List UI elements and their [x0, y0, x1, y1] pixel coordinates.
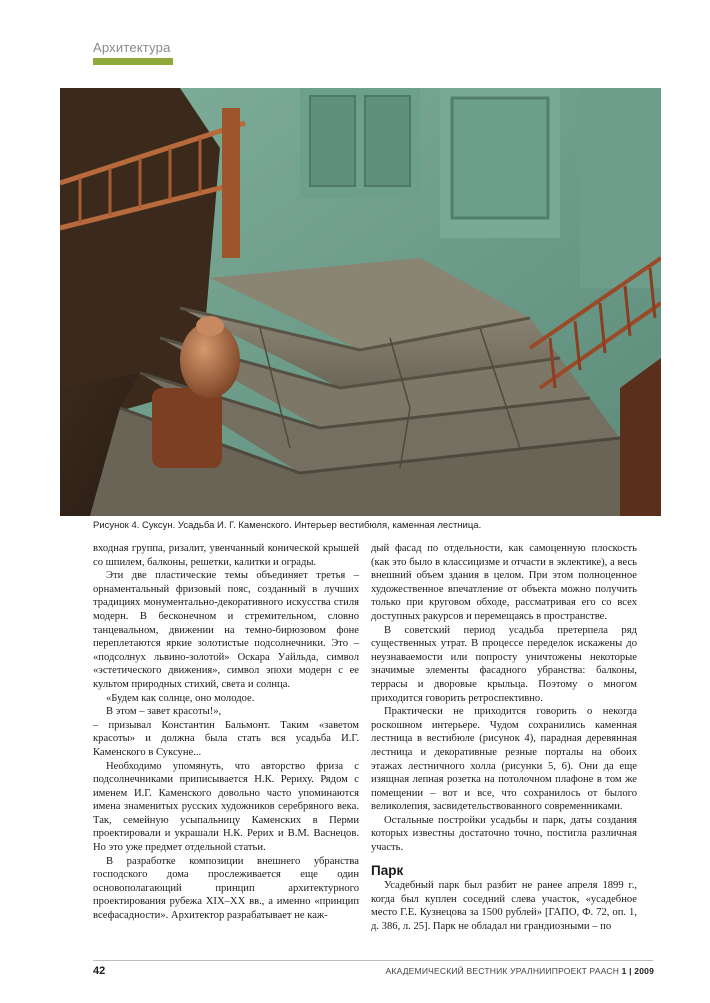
paragraph: – призывал Константин Бальмонт. Таким «заветом красоты» и должна была стать вся усадьба И.Г. Каменского в Суксуне... [93, 719, 359, 758]
footer-divider [93, 960, 653, 961]
section-accent-bar [93, 58, 173, 65]
staircase-photo [60, 88, 661, 516]
figure-caption: Рисунок 4. Суксун. Усадьба И. Г. Каменского. Интерьер вестибюля, каменная лестница. [93, 520, 482, 531]
text-column-right [371, 542, 637, 934]
section-header: Архитектура [93, 40, 171, 55]
paragraph: дый фасад по отдельности, как самоценную плоскость (как это было в классицизме и отчасти в эклектике), а весь внешний объем здания в целом. При этом полноценное художественное впечатление от объекта можно получить только при круговом обходе, рассматривая его со всех доступных ракурсов и перемещаясь в пространстве. [371, 543, 637, 622]
issue-number: 1 | 2009 [621, 966, 654, 976]
paragraph: В разработке композиции внешнего убранства господского дома прослеживается еще один основополагающий принцип архитектурного проектирования рубежа XIX–XX вв., а именно «принцип всефасадности». Архитектор разрабатывает не каж- [93, 855, 359, 922]
paragraph: входная группа, ризалит, увенчанный конической крышей со шпилем, балконы, решетки, калитки и ограды. [93, 543, 359, 568]
paragraph: Усадебный парк был разбит не ранее апреля 1899 г., когда был куплен соседний слева участок, «усадебное место Г.Е. Кузнецова за 1500 рублей» [ГАПО, Ф. 72, оп. 1, д. 386, л. 25]. Парк не обладал ни грандиозными – по [371, 880, 637, 933]
paragraph: Остальные постройки усадьбы и парк, даты создания которых известны достаточно точно, постигла различная участь. [371, 814, 637, 854]
poem-line: «Будем как солнце, оно молодое. [106, 692, 255, 704]
footer-journal [386, 966, 654, 976]
paragraph: В советский период усадьба претерпела ряд существенных утрат. В процессе переделок искажены до неузнаваемости или попросту уничтожены некоторые значимые элементы фасадного убранства: балконы, террасы и дворовые крыльца. Поэтому о многом приходится говорить ретроспективно. [371, 624, 637, 704]
paragraph: Необходимо упомянуть, что авторство фриза с подсолнечниками приписывается Н.К. Рериху. Рядом с именем И.Г. Каменского довольно часто упоминаются имена знаменитых русских художников серебряного века. Так, семейную усыпальницу Каменских в Перми проектировали и украшали Н.К. Рерих и В.М. Васнецов. Но это уже предмет отдельной статьи. [93, 760, 359, 854]
paragraph: Практически не приходится говорить о некогда роскошном интерьере. Чудом сохранились каменная лестница в вестибюле (рисунок 4), парадная деревянная лестница и декоративные резные порталы на обоих этажах лестничного холла (рисунки 5, 6). Они да еще изящная лепная розетка на потолочном плафоне в том же помещении – вот и все, что сохранилось от былого великолепия, засвидетельствованного современниками. [371, 706, 637, 813]
text-column-left [93, 542, 359, 923]
subheading-park: Парк [371, 862, 404, 878]
journal-title: АКАДЕМИЧЕСКИЙ ВЕСТНИК УРАЛНИИПРОЕКТ РААСН [385, 966, 622, 976]
paragraph: Эти две пластические темы объединяет третья – орнаментальный фризовый пояс, созданный в лучших традициях монументально-декоративного искусства стиля модерн. В бесконечном и стремительном, словно танцевальном, движении на темно-бирюзовом фоне переплетаются яркие золотистые подсолнечники. Это – «подсолнух львино-золотой» Оскара Уайльда, символ «эстетического движения», символ эпохи модерн с ее культом природных стихий, света и солнца. [93, 570, 359, 690]
poem-line: В этом – завет красоты!», [106, 706, 222, 718]
page-number: 42 [93, 965, 106, 977]
